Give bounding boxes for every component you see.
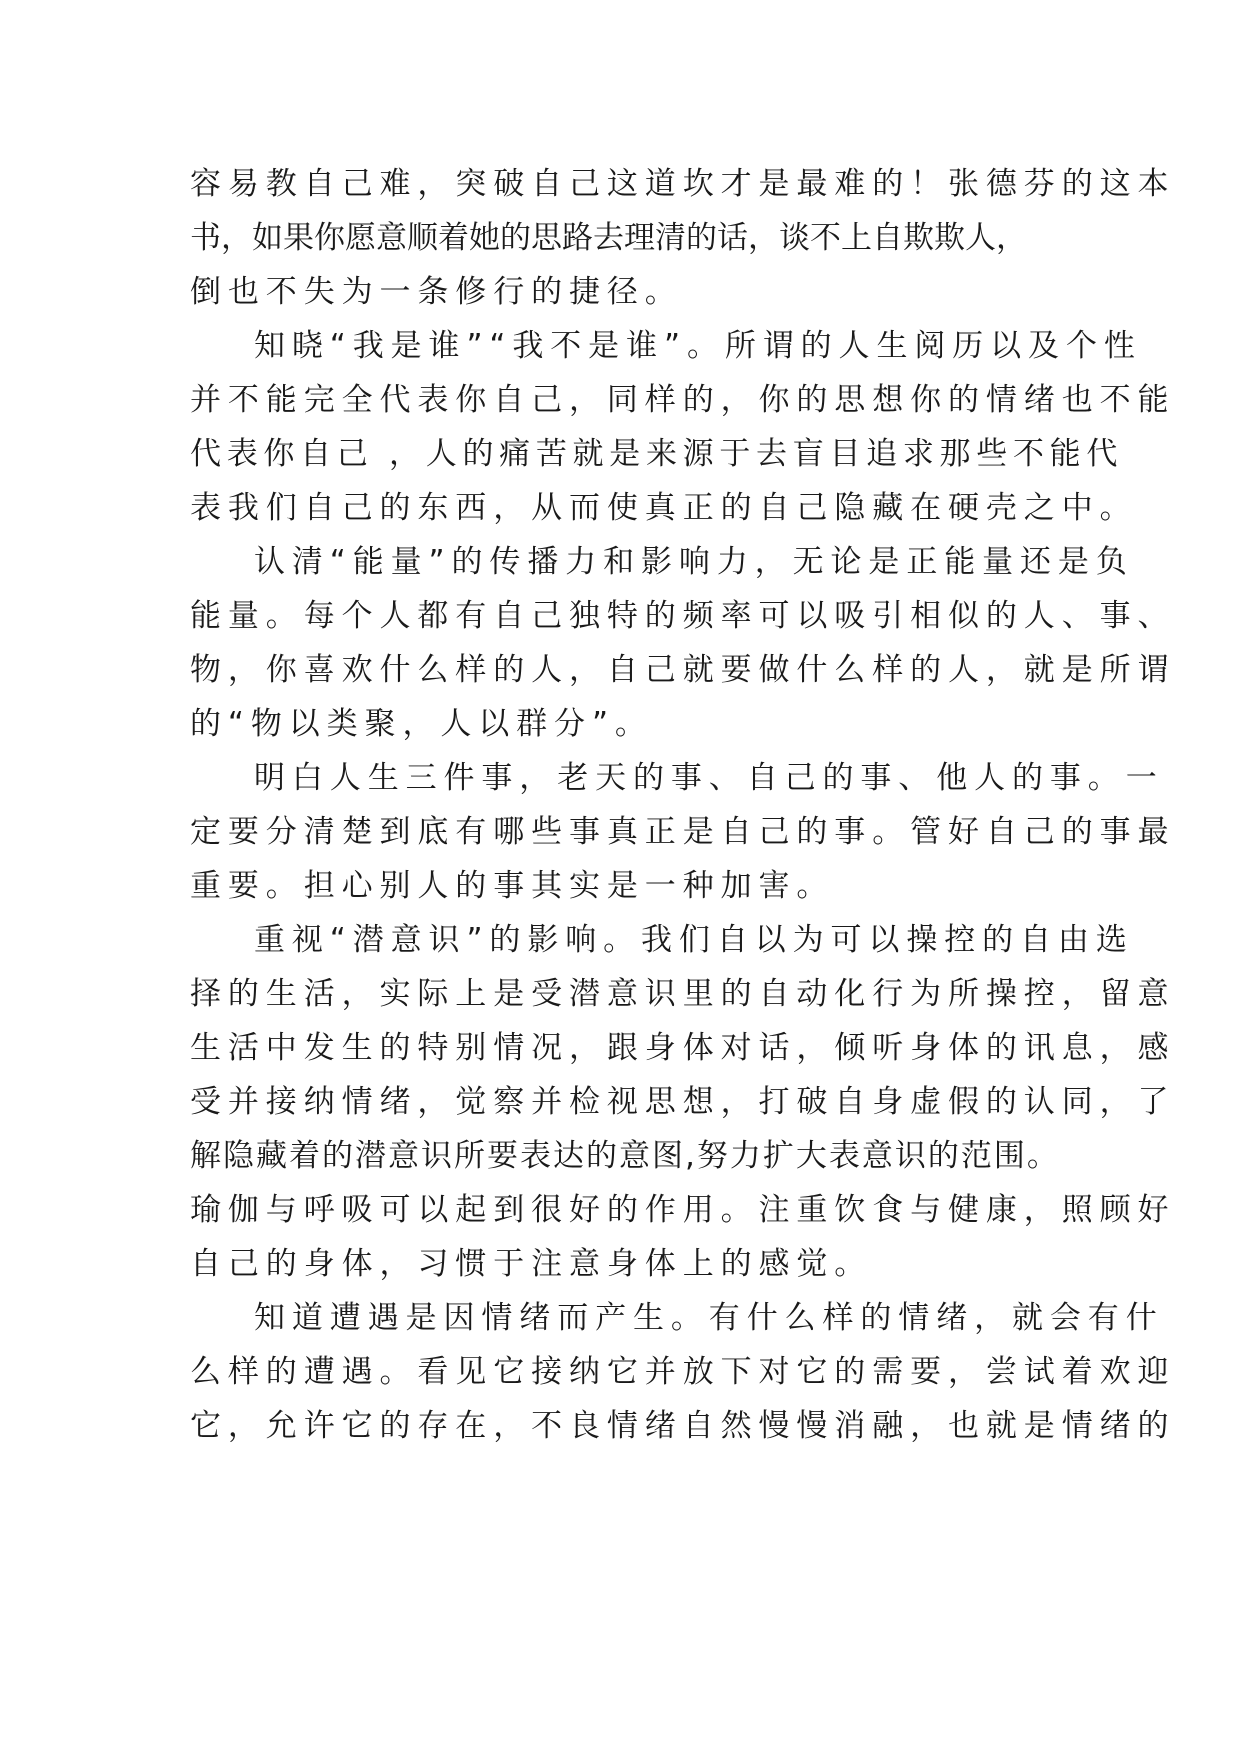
text-line: 生活中发生的特别情况，跟身体对话，倾听身体的讯息，感 [190, 1030, 1176, 1066]
paragraph-first-line: 明白人生三件事，老天的事、自己的事、他人的事。一 [254, 760, 1164, 796]
document-body [190, 157, 1176, 1453]
text-line: 定要分清楚到底有哪些事真正是自己的事。管好自己的事最 [190, 814, 1176, 850]
text-line: 书，如果你愿意顺着她的思路去理清的话，谈不上自欺欺人， [190, 220, 1027, 256]
text-line: 瑜伽与呼吸可以起到很好的作用。注重饮食与健康，照顾好 [190, 1192, 1176, 1228]
paragraph-first-line: 知道遭遇是因情绪而产生。有什么样的情绪，就会有什 [254, 1300, 1164, 1336]
paragraph-first-line: 重视“潜意识”的影响。我们自以为可以操控的自由选 [254, 922, 1134, 958]
text-line: 择的生活，实际上是受潜意识里的自动化行为所操控，留意 [190, 976, 1176, 1012]
text-line: 它，允许它的存在，不良情绪自然慢慢消融，也就是情绪的 [190, 1408, 1176, 1444]
text-line: 么样的遭遇。看见它接纳它并放下对它的需要，尝试着欢迎 [190, 1354, 1176, 1390]
text-line: 并不能完全代表你自己，同样的，你的思想你的情绪也不能 [190, 382, 1176, 418]
text-line: 物，你喜欢什么样的人，自己就要做什么样的人，就是所谓 [190, 652, 1176, 688]
text-line: 容易教自己难，突破自己这道坎才是最难的！张德芬的这本 [190, 166, 1176, 202]
text-line: 受并接纳情绪，觉察并检视思想，打破自身虚假的认同，了 [190, 1084, 1176, 1120]
text-line: 表我们自己的东西，从而使真正的自己隐藏在硬壳之中。 [190, 490, 1138, 526]
text-line: 倒也不失为一条修行的捷径。 [190, 274, 683, 310]
text-line: 的“物以类聚，人以群分”。 [190, 706, 653, 742]
text-line: 解隐藏着的潜意识所要表达的意图,努力扩大表意识的范围。 [190, 1138, 1060, 1174]
text-line: 能量。每个人都有自己独特的频率可以吸引相似的人、事、 [190, 598, 1176, 634]
text-line: 自己的身体，习惯于注意身体上的感觉。 [190, 1246, 873, 1282]
text-line: 重要。担心别人的事其实是一种加害。 [190, 868, 835, 904]
text-line: 代表你自己 ，人的痛苦就是来源于去盲目追求那些不能代 [190, 436, 1124, 472]
paragraph-first-line: 知晓“我是谁”“我不是谁”。所谓的人生阅历以及个性 [254, 328, 1142, 364]
paragraph-first-line: 认清“能量”的传播力和影响力，无论是正能量还是负 [254, 544, 1134, 580]
